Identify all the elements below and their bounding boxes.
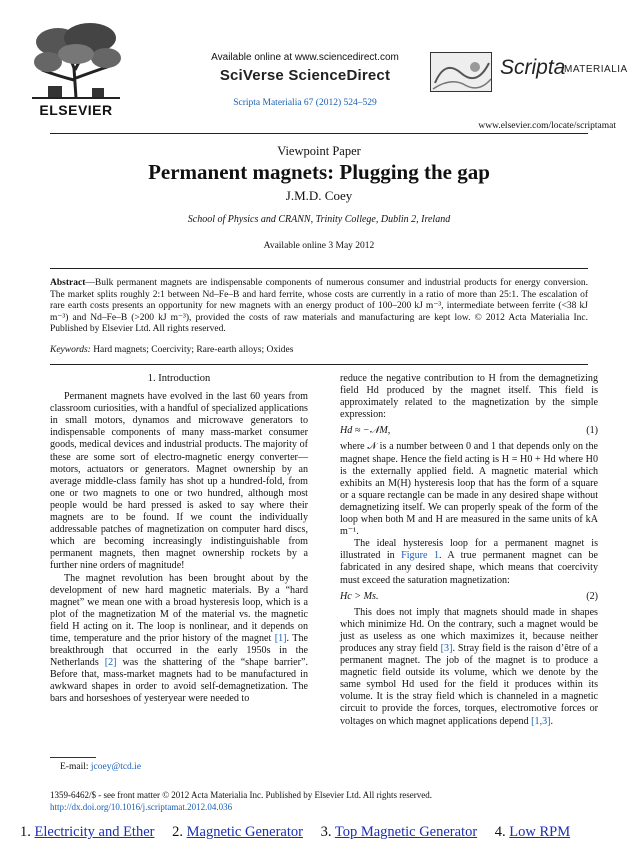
keywords-list: Hard magnets; Coercivity; Rare-earth alloys; Oxides	[93, 345, 294, 355]
abstract-top-rule	[50, 268, 588, 269]
author-name: J.M.D. Coey	[285, 188, 353, 203]
related-link[interactable]: Low RPM	[509, 824, 571, 840]
citation-link[interactable]: [3]	[440, 642, 453, 654]
author-email-link[interactable]: jcoey@tcd.ie	[90, 762, 142, 772]
abstract-label: Abstract	[50, 278, 86, 288]
paper-type: Viewpoint Paper	[277, 144, 361, 158]
paragraph: The magnet revolution has been brought about by the development of new hard magnetic materials. By a “hard magnet” we mean one with a broad hysteresis loop, which is a plot of the magnetization M of the material vs. the magnetic field H acting on it. The loop is nonlinear, and it depends on time, temperature and the prior history of the magnet [1]. The breakthrough that occurred in the early 1950s in the Netherlands [2] was the shattering of the “shape barrier”. Before that, mass-market magnets had to be manufactured in awkward shapes in order to avoid self-demagnetization. The bars and horseshoes of yesteryear were needed to	[50, 572, 308, 705]
email-label: E-mail:	[60, 762, 89, 772]
related-link-item: 2. Magnetic Generator	[172, 824, 303, 840]
elsevier-tree-icon	[28, 20, 124, 100]
equation-number: (1)	[586, 425, 598, 437]
paragraph: where 𝒩 is a number between 0 and 1 that depends only on the magnet shape. Hence the field acting is H = H0 + Hd where H0 is the externally applied field. A magnetic material which exhibits an M(H) hysteresis loop that has the form of a square or a square rectangle can be made in any desired shape without demagnetizing itself. We can properly speak of the form of the loop when both M and H are measured in the same units of kA m⁻¹.	[340, 441, 598, 538]
journal-cover-icon	[430, 52, 492, 92]
related-link-item: 1. Electricity and Ether	[20, 824, 155, 840]
citation-link[interactable]: [1]	[274, 632, 287, 644]
scripta-wordmark: Scripta	[500, 56, 566, 79]
section-heading: 1. Introduction	[147, 373, 211, 384]
available-online-text: Available online at www.sciencedirect.com	[211, 52, 399, 63]
abstract-block	[50, 278, 588, 336]
right-column	[340, 373, 598, 728]
doi-link[interactable]: http://dx.doi.org/10.1016/j.scriptamat.2012.04.036	[50, 802, 233, 812]
equation-1	[340, 425, 598, 437]
abstract-bottom-rule	[50, 364, 588, 365]
equation-text: Hc > Ms.	[340, 590, 379, 602]
paragraph: This does not imply that magnets should made in shapes which minimize Hd. On the contrary, such a magnet would be just as useless as one which maximizes it, because neither produces any stray field [3]. Stray field is the raison d’être of a permanent magnet. The job of the magnet is to produce a magnetic field outside its volume, which we denote by the same symbol Hd used for the field it produces within its volume. It is the stray field which is channeled in a magnetic circuit to provide the forces, torques, electromotive forces or voltages on which magnet applications depend [1,3].	[340, 606, 598, 727]
related-link[interactable]: Magnetic Generator	[186, 824, 303, 840]
citation-link[interactable]: [2]	[104, 657, 117, 669]
center-header	[140, 52, 470, 108]
equation-number: (2)	[586, 590, 598, 602]
equation-text: Hd ≈ −𝒩M,	[340, 425, 391, 437]
related-link-item: 3. Top Magnetic Generator	[320, 824, 478, 840]
scripta-materialia-logo	[430, 52, 628, 92]
elsevier-logo	[22, 20, 130, 120]
related-links	[20, 824, 620, 841]
left-column	[50, 373, 308, 706]
paragraph: reduce the negative contribution to H from the demagnetizing field Hd produced by the magnet itself. This field is approximately related to the magnetization by the simple expression:	[340, 373, 598, 421]
related-link[interactable]: Top Magnetic Generator	[334, 824, 478, 840]
paragraph: Permanent magnets have evolved in the last 60 years from classroom curiosities, with a handful of specialized applications in small motors, dynamos and microwave generators to indispensable components of many mass-market consumer goods, medical devices and industrial products. The majority of these are some sort of electro-magnetic energy converter—motors, actuators or generators. Magnet ownership by an average middle-class family has shot up a hundred-fold, from one or two magnets to one or two hundred, although most people would be hard pressed is asked to say where their magnets are to be found. If we count the individually addressable patches of magnetization on computer hard discs, which are becoming increasingly indistinguishable from permanent magnets, then magnet ownership rockets by a further nine orders of magnitude!	[50, 391, 308, 572]
abstract-text: —Bulk permanent magnets are indispensable components of numerous consumer and industrial products for energy conversion. The market splits roughly 2:1 between Nd–Fe–B and hard ferrite, whose costs are currently in a ratio of more than 25:1. The escalation of rare earth costs presents an opportunity for new magnets with an energy product of 100–200 kJ m⁻³, intermediate between ferrite (<38 kJ m⁻³) and Nd–Fe–B (>200 kJ m⁻³), provided the costs of raw materials and manufacturing are kept low.	[50, 278, 588, 323]
abstract-copyright: © 2012 Acta Materialia Inc. Published by Elsevier Ltd. All rights reserved.	[50, 312, 588, 335]
header-divider	[50, 133, 588, 134]
materialia-wordmark: MATERIALIA	[564, 64, 628, 75]
issn-line: 1359-6462/$ - see front matter © 2012 Acta Materialia Inc. Published by Elsevier Ltd. All rights reserved.	[50, 790, 432, 800]
equation-2	[340, 591, 598, 603]
paragraph: The ideal hysteresis loop for a permanent magnet is illustrated in Figure 1. A true permanent magnet can be fabricated in any desired shape, which means that coercivity must exceed the saturation magnetization:	[340, 538, 598, 586]
citation-link[interactable]: [1,3]	[531, 715, 551, 727]
footnote	[60, 762, 141, 772]
journal-url[interactable]: www.elsevier.com/locate/scriptamat	[478, 121, 616, 131]
footnote-rule	[50, 757, 96, 758]
elsevier-wordmark: ELSEVIER	[39, 102, 113, 118]
figure-link[interactable]: Figure 1	[401, 550, 439, 562]
available-online-date: Available online 3 May 2012	[263, 241, 375, 251]
page-header	[0, 0, 638, 140]
keywords	[50, 345, 588, 355]
author-affiliation: School of Physics and CRANN, Trinity College, Dublin 2, Ireland	[187, 214, 451, 225]
journal-reference-link[interactable]: Scripta Materialia 67 (2012) 524–529	[233, 98, 377, 108]
keywords-label: Keywords:	[50, 345, 91, 355]
sciencedirect-logo: SciVerse ScienceDirect	[219, 67, 391, 84]
article-title: Permanent magnets: Plugging the gap	[148, 160, 490, 184]
related-link-item: 4. Low RPM	[494, 824, 571, 840]
related-link[interactable]: Electricity and Ether	[34, 824, 155, 840]
